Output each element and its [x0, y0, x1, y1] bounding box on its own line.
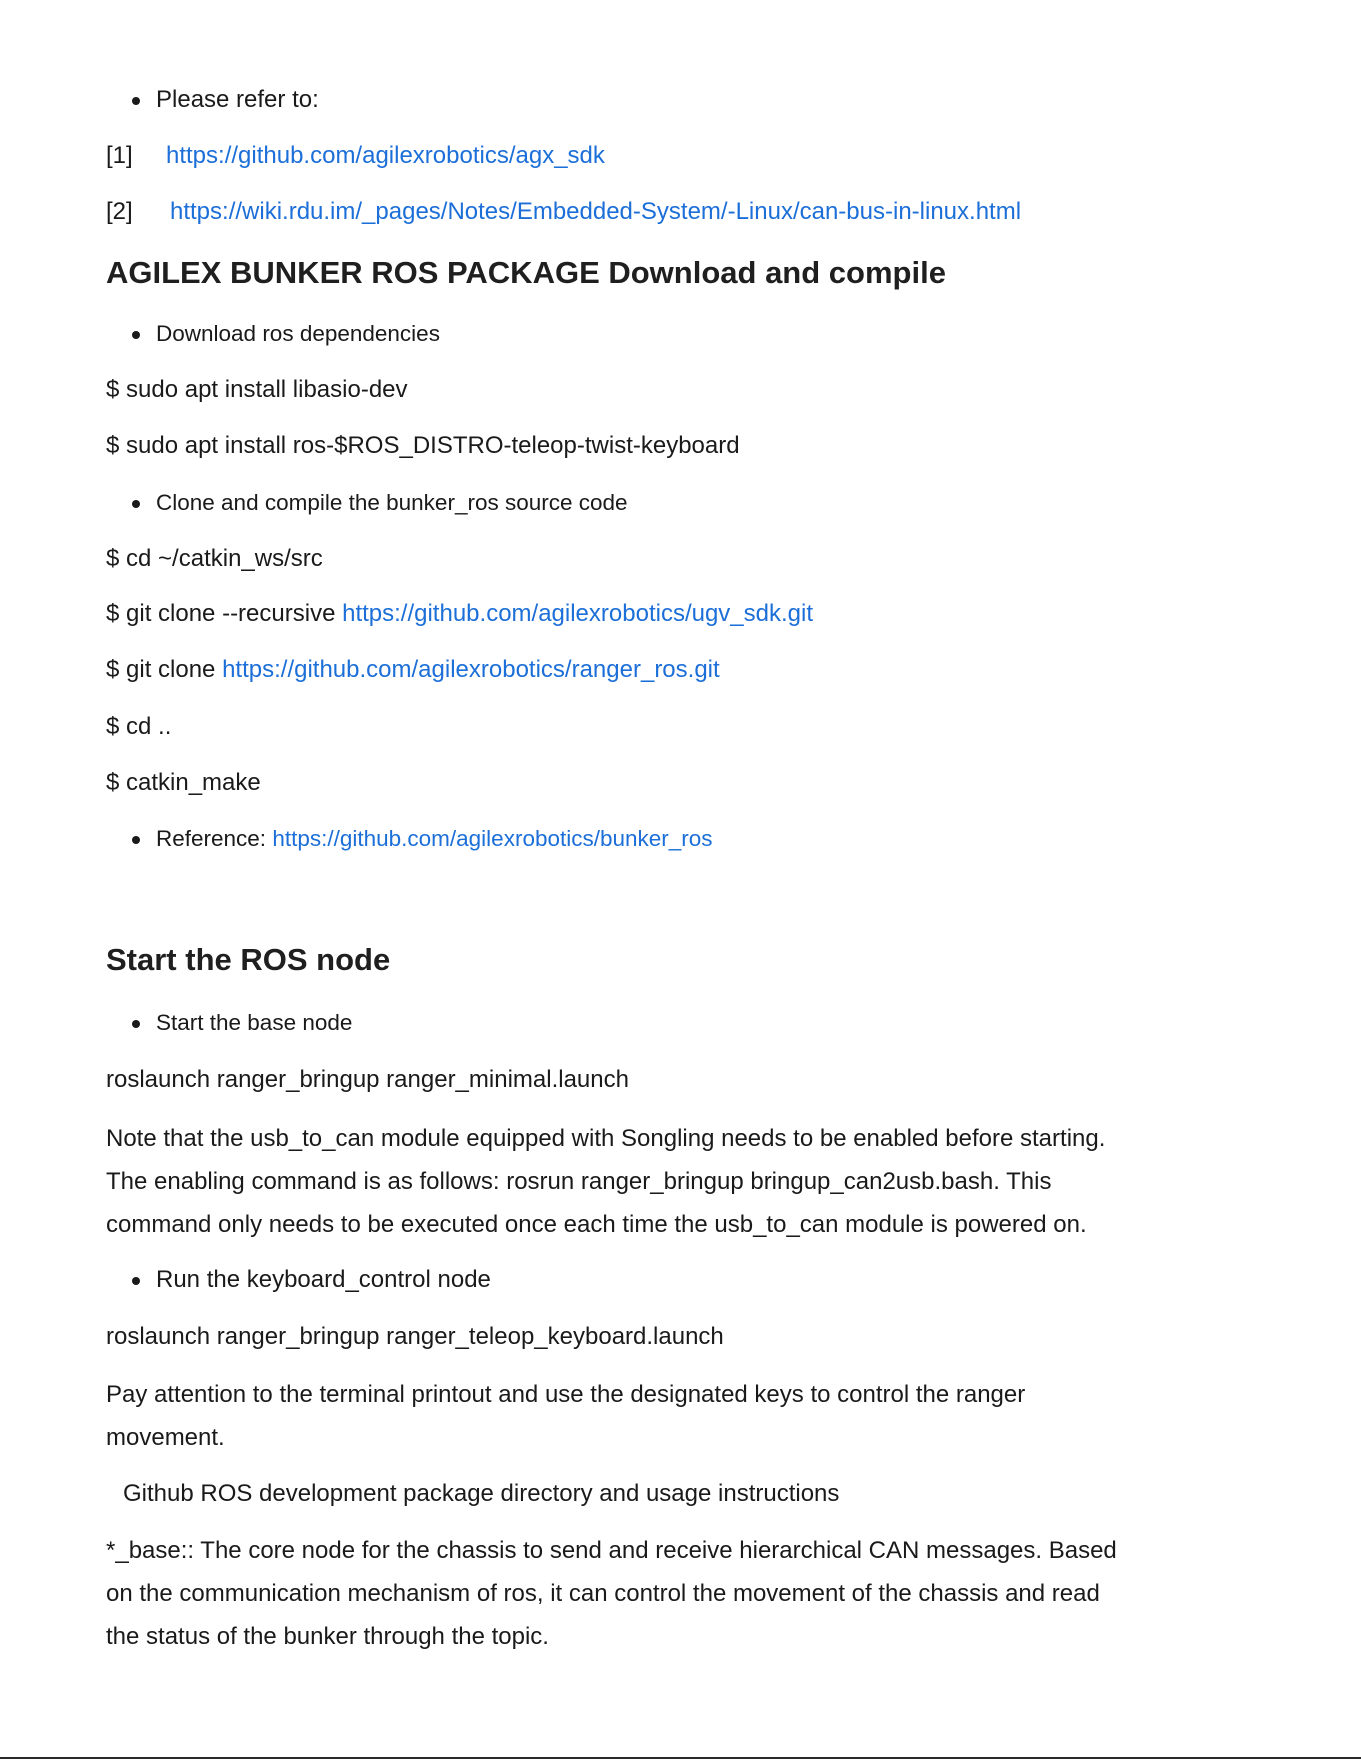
section-heading-download: AGILEX BUNKER ROS PACKAGE Download and compile — [106, 255, 946, 290]
reference-item-1 — [106, 140, 605, 172]
refer-intro: Please refer to: — [156, 84, 319, 116]
reference-item-2 — [106, 196, 1021, 228]
repo-link[interactable]: https://github.com/agilexrobotics/ranger_ros.git — [222, 656, 720, 683]
github-subheading: Github ROS development package directory and usage instructions — [123, 1480, 840, 1507]
reference-link[interactable]: https://wiki.rdu.im/_pages/Notes/Embedded-System/-Linux/can-bus-in-linux.html — [170, 198, 1022, 225]
paragraph-line: Note that the usb_to_can module equipped with Songling needs to be enabled before starting. — [106, 1125, 1106, 1152]
reference-label: Reference: — [156, 826, 273, 851]
command-line: $ catkin_make — [106, 769, 261, 796]
command-line: roslaunch ranger_bringup ranger_minimal.launch — [106, 1066, 629, 1093]
command-line: roslaunch ranger_bringup ranger_teleop_keyboard.launch — [106, 1323, 724, 1350]
paragraph-line: *_base:: The core node for the chassis to send and receive hierarchical CAN messages. Based — [106, 1537, 1117, 1564]
command-line — [106, 598, 813, 630]
repo-link[interactable]: https://github.com/agilexrobotics/ugv_sdk.git — [342, 600, 814, 627]
command-line: $ sudo apt install ros-$ROS_DISTRO-teleop-twist-keyboard — [106, 432, 740, 459]
command-line: $ sudo apt install libasio-dev — [106, 376, 408, 403]
paragraph-line: the status of the bunker through the topic. — [106, 1623, 549, 1650]
paragraph-line: Pay attention to the terminal printout and use the designated keys to control the ranger — [106, 1381, 1026, 1408]
paragraph-line: command only needs to be executed once each time the usb_to_can module is powered on. — [106, 1211, 1087, 1238]
bullet-keyboard-control: Run the keyboard_control node — [156, 1264, 491, 1296]
base-node-paragraph — [106, 1529, 1266, 1658]
paragraph-line: The enabling command is as follows: rosrun ranger_bringup bringup_can2usb.bash. This — [106, 1168, 1052, 1195]
page-bottom-divider — [0, 1757, 1361, 1759]
command-line — [106, 654, 720, 686]
command-line: $ cd ~/catkin_ws/src — [106, 545, 323, 572]
bullet-reference — [156, 823, 713, 855]
reference-link[interactable]: https://github.com/agilexrobotics/agx_sdk — [166, 142, 605, 169]
command-text: $ git clone --recursive — [106, 600, 343, 627]
reference-number: [2] — [106, 198, 133, 225]
bullet-clone-compile: Clone and compile the bunker_ros source code — [156, 487, 628, 519]
paragraph-line: movement. — [106, 1424, 225, 1451]
note-paragraph — [106, 1117, 1266, 1246]
reference-number: [1] — [106, 142, 133, 169]
attention-paragraph — [106, 1373, 1266, 1459]
section-heading-start-node: Start the ROS node — [106, 942, 391, 977]
paragraph-line: on the communication mechanism of ros, it can control the movement of the chassis and read — [106, 1580, 1100, 1607]
bullet-download-deps: Download ros dependencies — [156, 318, 440, 350]
command-text: $ git clone — [106, 656, 223, 683]
reference-link[interactable]: https://github.com/agilexrobotics/bunker_ros — [272, 826, 713, 851]
command-line: $ cd .. — [106, 713, 172, 740]
bullet-start-base: Start the base node — [156, 1007, 352, 1039]
